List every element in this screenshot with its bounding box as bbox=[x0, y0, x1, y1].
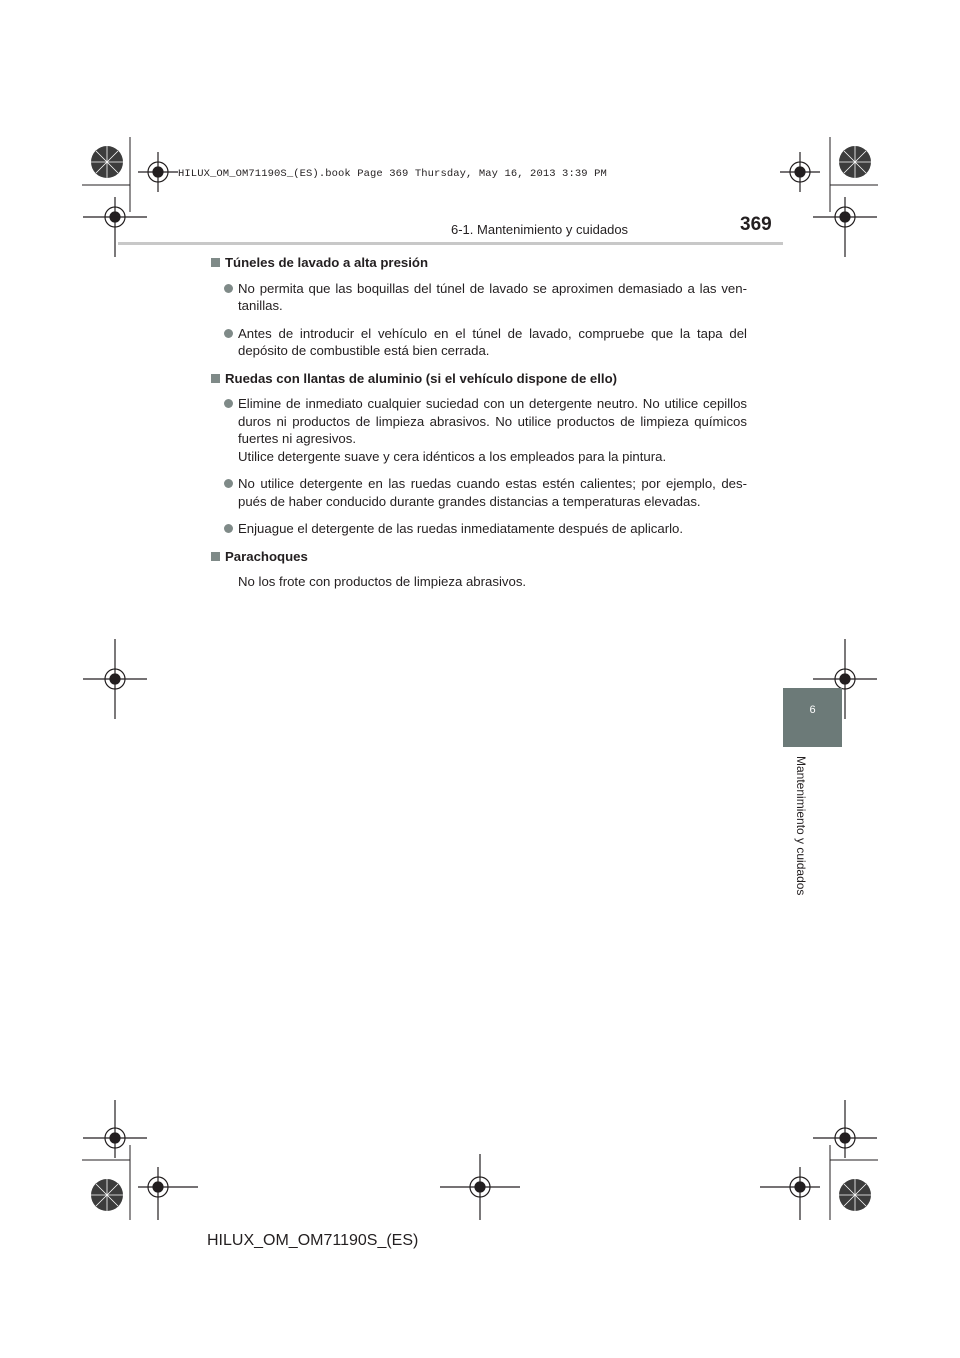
list-item-text: No utilice detergente en las ruedas cuando estas estén calientes; por ejemplo, des-pués de haber conducido durante grandes distancias a temperaturas elevadas. bbox=[238, 476, 747, 509]
chapter-tab bbox=[783, 688, 842, 747]
section-heading-text: Ruedas con llantas de aluminio (si el vehículo dispone de ello) bbox=[225, 370, 618, 386]
list-item-text: Enjuague el detergente de las ruedas inmediatamente después de aplicarlo. bbox=[238, 521, 684, 536]
square-bullet-icon bbox=[211, 374, 220, 383]
book-info-line: HILUX_OM_OM71190S_(ES).book Page 369 Thursday, May 16, 2013 3:39 PM bbox=[178, 168, 607, 180]
section-heading bbox=[211, 254, 747, 272]
list-item-text: No permita que las boquillas del túnel de lavado se aproximen demasiado a las ven-tanillas. bbox=[238, 280, 747, 313]
round-bullet-icon bbox=[224, 399, 233, 408]
section-heading-text: Parachoques bbox=[225, 548, 308, 564]
section-heading bbox=[211, 548, 747, 566]
round-bullet-icon bbox=[224, 284, 233, 293]
footer-doc-code: HILUX_OM_OM71190S_(ES) bbox=[207, 1232, 419, 1249]
page-number: 369 bbox=[740, 214, 772, 235]
list-item-text: Antes de introducir el vehículo en el túnel de lavado, compruebe que la tapa del depósito de combustible está bien cerrada. bbox=[238, 325, 747, 358]
header-rule bbox=[118, 242, 783, 245]
list-item bbox=[211, 395, 747, 465]
list-item bbox=[211, 475, 747, 510]
list-item bbox=[211, 280, 747, 315]
round-bullet-icon bbox=[224, 329, 233, 338]
round-bullet-icon bbox=[224, 479, 233, 488]
list-item bbox=[211, 325, 747, 360]
square-bullet-icon bbox=[211, 552, 220, 561]
list-item-extra-text: Utilice detergente suave y cera idénticos a los empleados para la pintura. bbox=[238, 448, 667, 464]
round-bullet-icon bbox=[224, 524, 233, 533]
chapter-side-label: Mantenimiento y cuidados bbox=[794, 756, 808, 896]
section-heading bbox=[211, 370, 747, 388]
square-bullet-icon bbox=[211, 258, 220, 267]
section-title: 6-1. Mantenimiento y cuidados bbox=[451, 222, 629, 237]
section-paragraph: No los frote con productos de limpieza abrasivos. bbox=[238, 574, 527, 589]
page-content bbox=[211, 254, 747, 601]
list-item-text: Elimine de inmediato cualquier suciedad con un detergente neutro. No utilice cepillos duros ni productos de limpieza abrasivos. No utilice productos de limpieza químicos fuertes ni agresivos. bbox=[238, 396, 747, 446]
list-item bbox=[211, 520, 747, 538]
section-heading-text: Túneles de lavado a alta presión bbox=[225, 255, 429, 270]
chapter-number: 6 bbox=[809, 704, 816, 716]
